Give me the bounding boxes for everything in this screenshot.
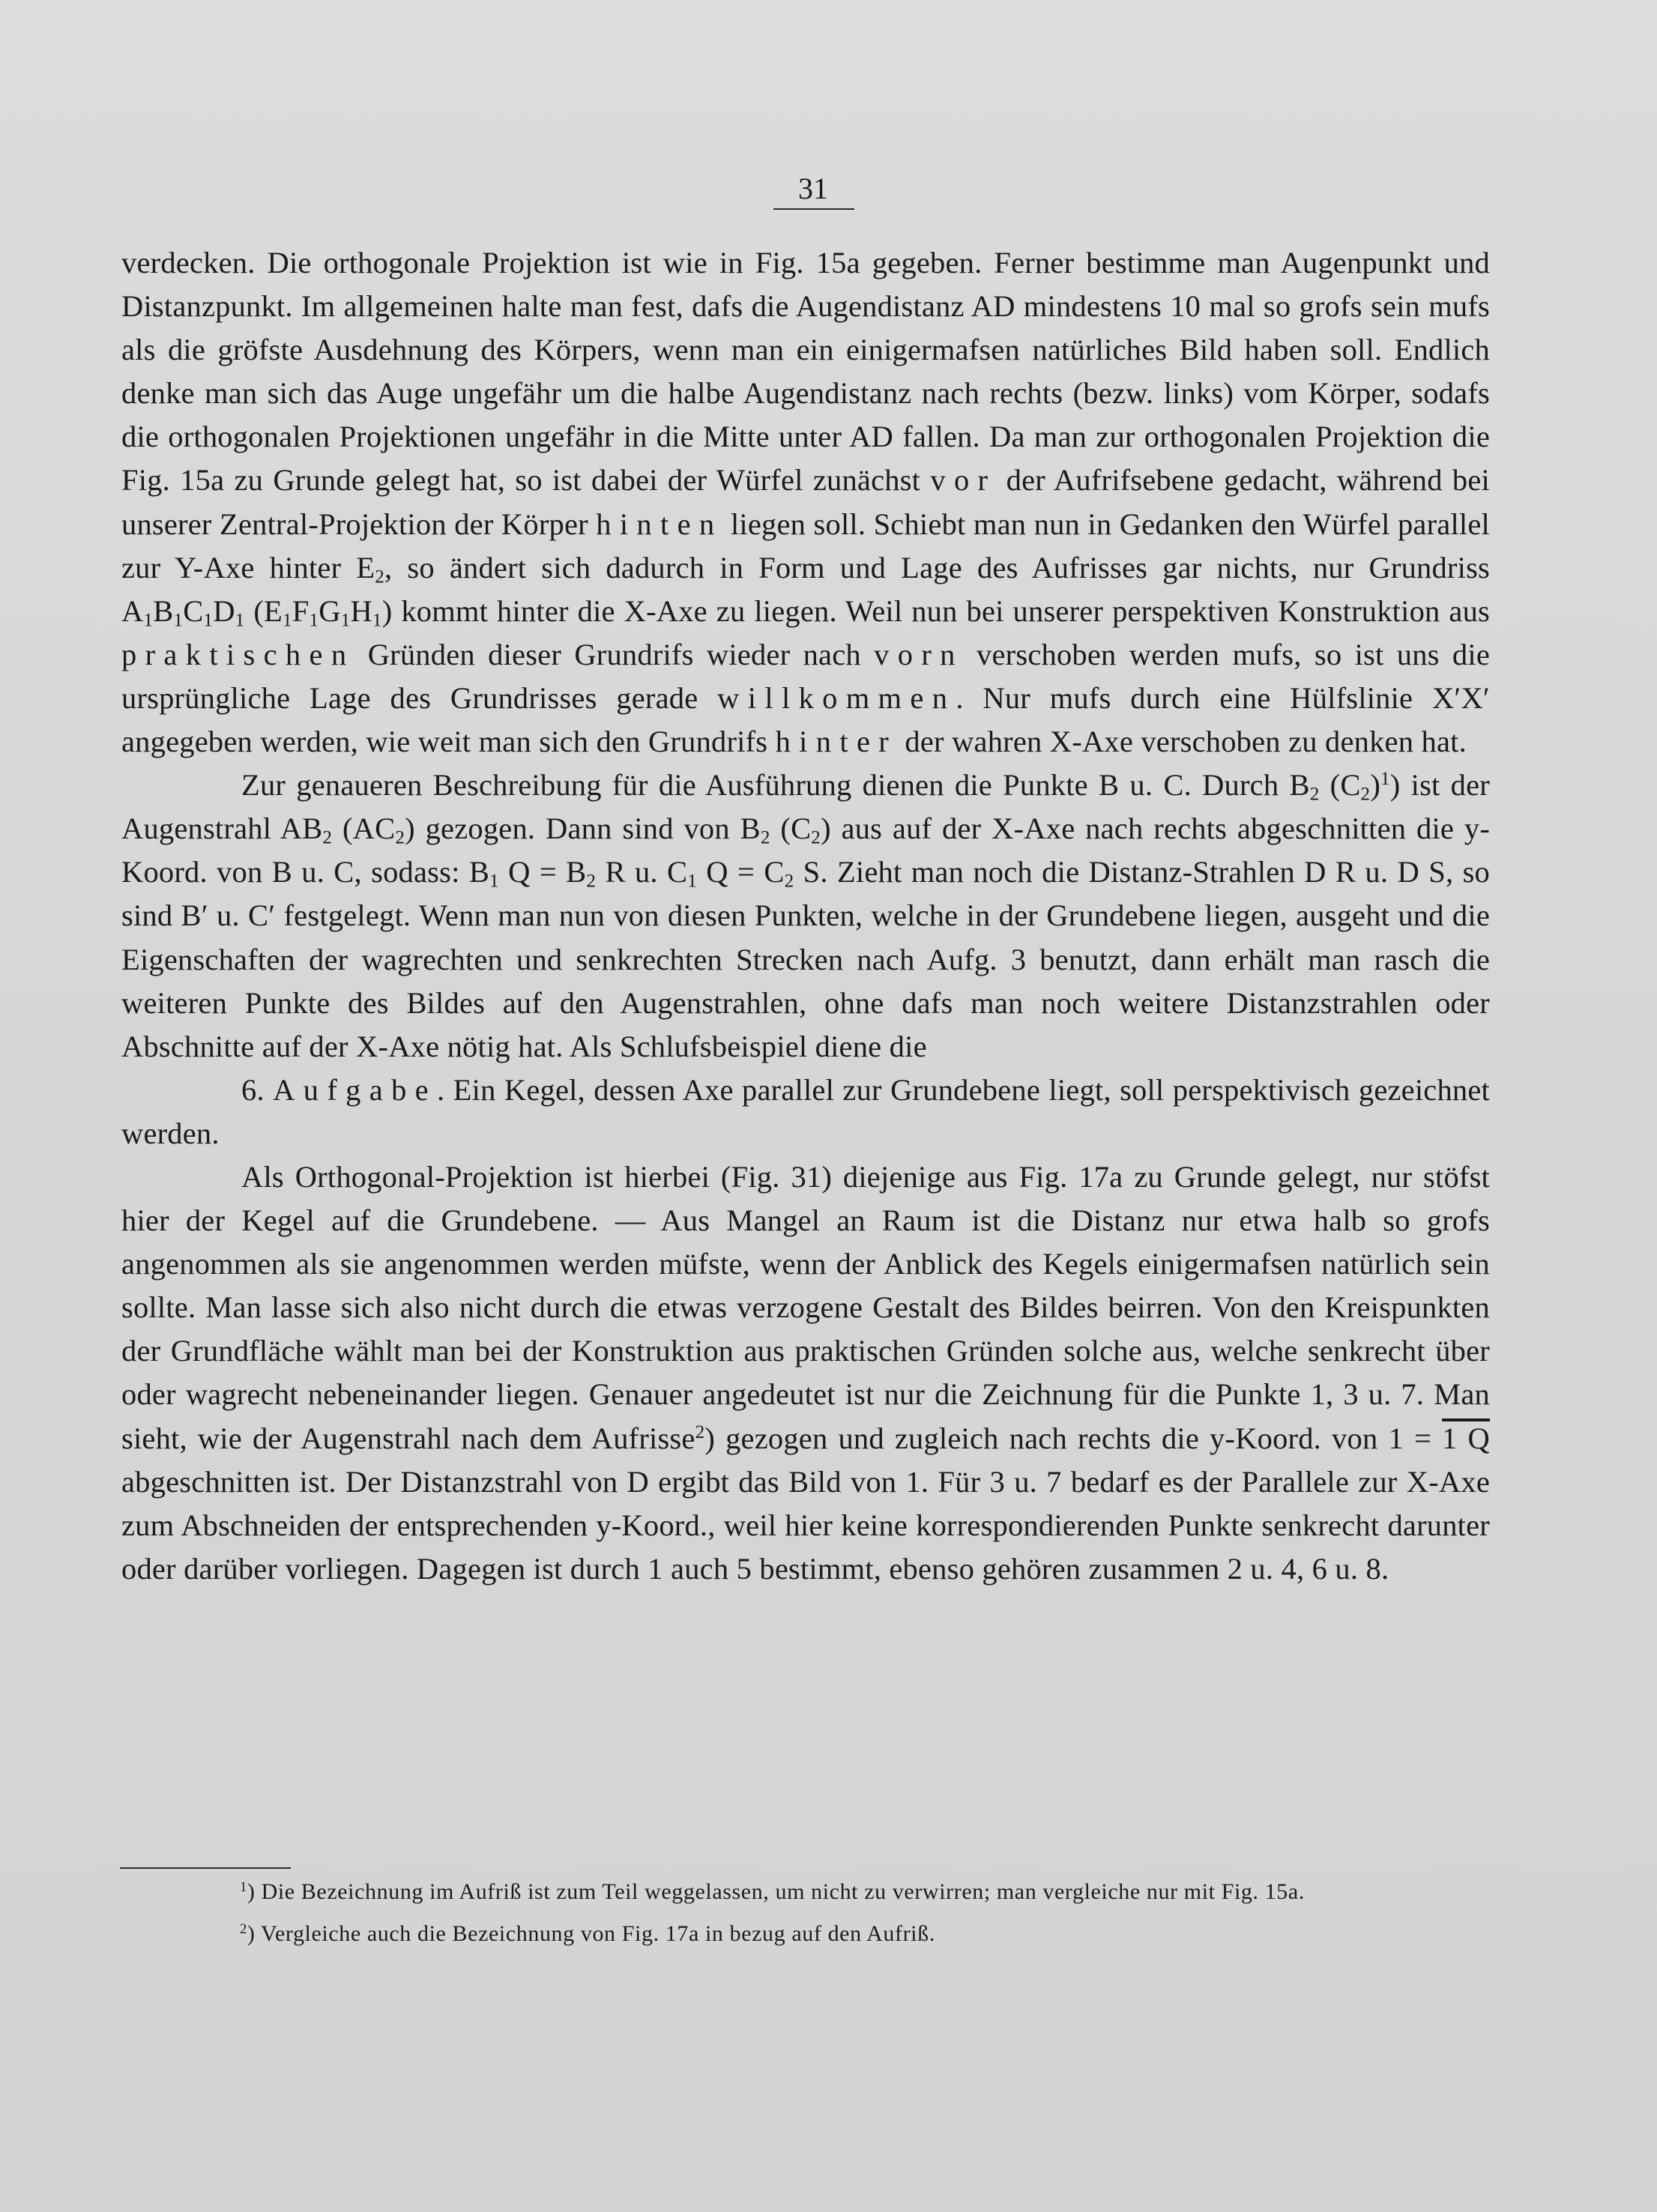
paragraph-p1 <box>121 241 1490 764</box>
text-run: (E <box>244 593 283 628</box>
text-sub: 1 <box>489 871 499 892</box>
text-run: Als Orthogonal-Projektion ist hierbei (Fig. 31) diejenige aus Fig. 17a zu Grunde gelegt, nur stöfst hier der Kegel auf die Grundebene. — Aus Mangel an Raum ist die Distanz nur etwa halb so grofs angenommen als sie angenommen werden müfste, wenn der Anblick des Kegels einigermafsen natürlich sein sollte. Man lasse sich also nicht durch die etwas verzogene Gestalt des Bildes beirren. Von den Kreispunkten der Grundfläche wählt man bei der Konstruktion aus praktischen Gründen solche aus, welche senkrecht über oder wagrecht nebeneinander liegen. Genauer angedeutet ist nur die Zeichnung für die Punkte 1, 3 u. 7. Man sieht, wie der Augenstrahl nach dem Aufrisse <box>121 1159 1490 1455</box>
text-spaced: willkommen <box>717 680 956 715</box>
text-spaced: Aufgabe <box>273 1072 437 1107</box>
text-sub: 2 <box>784 871 794 892</box>
text-run: C <box>183 593 204 628</box>
page-number: 31 <box>798 172 828 205</box>
text-sub: 2 <box>322 827 333 848</box>
text-spaced: praktischen <box>121 637 355 671</box>
text-run: Q = B <box>498 855 587 889</box>
paragraph-p2 <box>121 764 1490 1069</box>
text-sub: 1 <box>173 610 184 631</box>
text-run: B <box>153 593 174 628</box>
text-run: ) kommt hinter die X-Axe zu liegen. Weil nun bei unserer perspektiven Konstruktion aus <box>381 593 1491 628</box>
text-run: R u. C <box>596 855 688 889</box>
text-run: G <box>319 593 341 628</box>
text-sub: 1 <box>372 610 382 631</box>
text-spaced: hinten <box>596 507 723 541</box>
text-run: ) gezogen und zugleich nach rechts die y-Koord. von 1 = <box>704 1421 1443 1455</box>
text-run: (C <box>770 812 812 846</box>
text-run: S. Zieht man noch die Distanz-Strahlen D R u. D S, so sind B′ u. C′ festgelegt. Wenn man nun von diesen Punkten, welche in der Grundebene liegen, ausgeht und die Eigenschaften der wagrechten und senkrechten Strecken nach Aufg. 3 benutzt, dann erhält man rasch die weiteren Punkte des Bildes auf den Augenstrahlen, ohne dafs man noch weitere Distanzstrahlen oder Abschnitte auf der X-Axe nötig hat. Als Schlufsbeispiel diene die <box>121 855 1490 1063</box>
text-sub: 2 <box>1360 784 1371 805</box>
text-run: . Nur mufs durch eine Hülfslinie X′X′ angegeben werden, wie weit man sich den Grundrifs <box>121 680 1490 759</box>
text-run: ) Die Bezeichnung im Aufriß ist zum Teil weggelassen, um nicht zu verwirren; man vergleiche nur mit Fig. 15a. <box>247 1879 1305 1904</box>
text-sub: 2 <box>811 827 821 848</box>
text-run: (AC <box>332 812 396 846</box>
text-run: ) Vergleiche auch die Bezeichnung von Fig. 17a in bezug auf den Aufriß. <box>247 1921 935 1946</box>
text-run: liegen soll. Schiebt man nun in Gedanken den Würfel parallel zur Y-Axe hinter E <box>121 507 1491 584</box>
text-run: ) ist der Augenstrahl AB <box>121 768 1490 846</box>
text-run: der Aufrifsebene gedacht, während bei unserer Zentral-Projektion der Körper <box>121 463 1490 541</box>
text-sub: 1 <box>309 610 319 631</box>
text-spaced: hinter <box>775 725 898 759</box>
text-run: H <box>350 593 372 628</box>
paragraph-p3 <box>121 1069 1490 1155</box>
footnote-separator <box>120 1867 291 1869</box>
body-text <box>121 241 1490 1591</box>
text-run: Zur genaueren Beschreibung für die Ausführung dienen die Punkte B u. C. Durch B <box>241 768 1310 803</box>
text-run: D <box>213 593 235 628</box>
text-spaced: vor <box>930 463 997 498</box>
text-run: . Ein Kegel, dessen Axe parallel zur Grundebene liegt, soll perspektivisch gezeichnet werden. <box>121 1072 1490 1150</box>
text-run: verschoben werden mufs, so ist uns die ursprüngliche Lage des Grundrisses gerade <box>121 637 1490 715</box>
text-sub: 1 <box>340 610 351 631</box>
text-sub: 2 <box>760 827 770 848</box>
page-number-rule <box>773 208 854 210</box>
text-sup: 2 <box>695 1421 705 1442</box>
text-sub: 2 <box>586 871 597 892</box>
text-sub: 1 <box>235 610 245 631</box>
text-run: Gründen dieser Grundrifs wieder nach <box>354 637 875 671</box>
text-sub: 1 <box>687 871 697 892</box>
text-sub: 2 <box>1309 784 1320 805</box>
text-sup: 1 <box>1380 769 1390 790</box>
text-run: abgeschnitten ist. Der Distanzstrahl von D ergibt das Bild von 1. Für 3 u. 7 bedarf es der Parallele zur X-Axe zum Abschneiden der entsprechenden y-Koord., weil hier keine korrespondierenden Punkte senkrecht darunter oder darüber vorliegen. Dagegen ist durch 1 auch 5 bestimmt, ebenso gehören zusammen 2 u. 4, 6 u. 8. <box>121 1464 1490 1586</box>
text-spaced: vorn <box>874 637 964 671</box>
footnote-fn2 <box>120 1915 1491 1953</box>
text-run: Q = C <box>697 855 785 889</box>
text-overline: 1 Q <box>1442 1421 1490 1455</box>
footnote-fn1 <box>120 1873 1491 1911</box>
text-sup: 1 <box>240 1879 247 1895</box>
text-sub: 1 <box>282 610 292 631</box>
text-run: verdecken. Die orthogonale Projektion ist wie in Fig. 15a gegeben. Ferner bestimme man Augenpunkt und Distanzpunkt. Im allgemeinen halte man fest, dafs die Augendistanz AD mindestens 10 mal so grofs sein mufs als die gröfste Ausdehnung des Körpers, wenn man ein einigermafsen natürliches Bild haben soll. Endlich denke man sich das Auge ungefähr um die halbe Augendistanz nach rechts (bezw. links) vom Körper, sodafs die orthogonalen Projektionen ungefähr in die Mitte unter AD fallen. Da man zur orthogonalen Projektion die Fig. 15a zu Grunde gelegt hat, so ist dabei der Würfel zunächst <box>121 246 1490 498</box>
text-sub: 2 <box>375 566 385 587</box>
text-run: ) gezogen. Dann sind von B <box>405 812 761 846</box>
paragraph-p4 <box>121 1155 1490 1591</box>
text-run: der wahren X-Axe verschoben zu denken hat. <box>897 725 1467 759</box>
text-sub: 1 <box>143 610 154 631</box>
text-run: ) aus auf der X-Axe nach rechts abgeschnitten die y-Koord. von B u. C, sodass: B <box>121 812 1491 889</box>
text-run: , so ändert sich dadurch in Form und Lage des Aufrisses gar nichts, nur Grundriss A <box>121 550 1490 628</box>
text-run: 6. <box>241 1072 274 1107</box>
text-run: ) <box>1370 768 1380 803</box>
text-sup: 2 <box>240 1921 247 1937</box>
text-run: (C <box>1319 768 1361 803</box>
footnotes <box>120 1873 1491 1953</box>
text-sub: 2 <box>395 827 405 848</box>
text-run: F <box>292 593 310 628</box>
text-sub: 1 <box>203 610 214 631</box>
